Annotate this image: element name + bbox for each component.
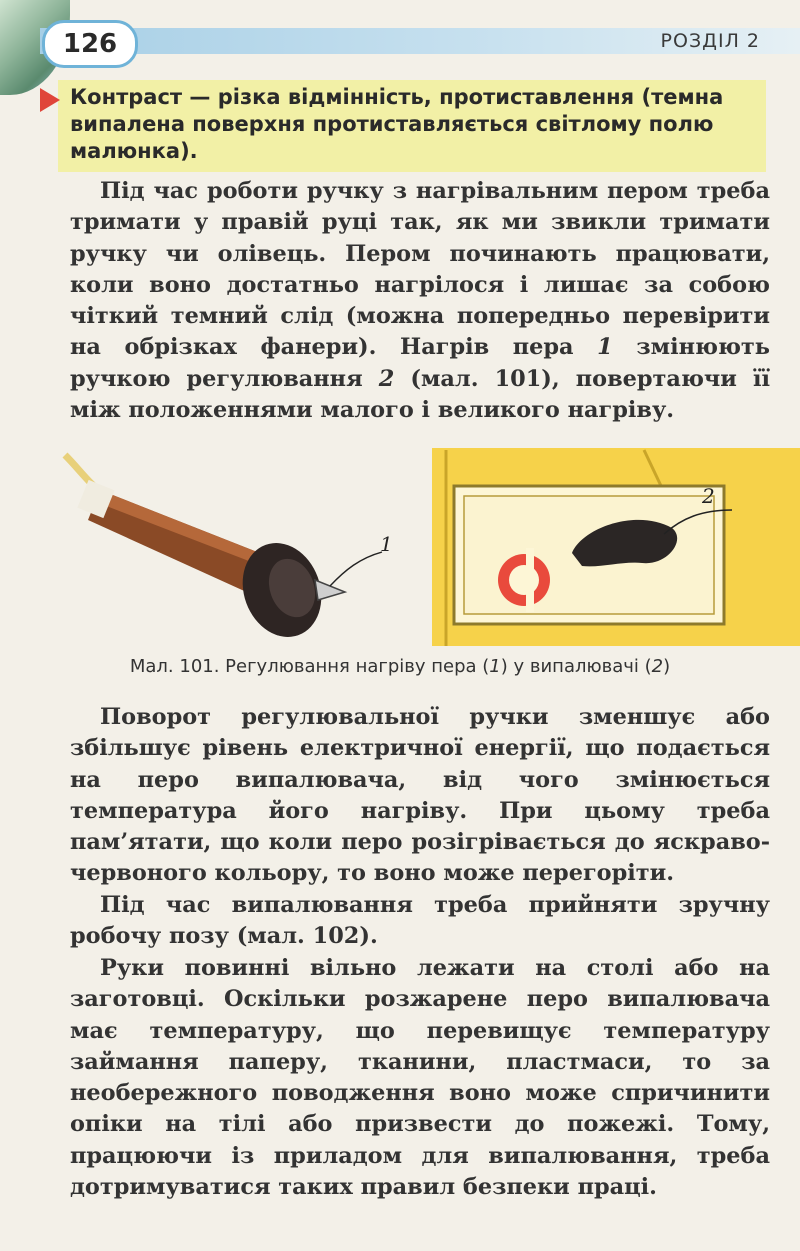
section-label: РОЗДІЛ 2 (660, 30, 760, 52)
p1-part3: (мал. 101), повертаючи її між положеннями малого і великого нагріву. (70, 365, 770, 424)
p1-num1: 1 (597, 334, 613, 361)
arrow-marker-icon (40, 88, 60, 112)
caption-n2: 2 (651, 656, 664, 677)
page-header (0, 0, 800, 80)
caption-part1: Мал. 101. Регулювання нагріву пера ( (129, 656, 490, 677)
paragraph-3: Під час випалювання треба прийняти зручну робочу позу (мал. 102). (70, 892, 770, 950)
callout-1: 1 (380, 532, 393, 556)
paragraph-2: Поворот регулювальної ручки зменшує або збільшує рівень електричної енергії, що подається на перо випалювача, від чого змінюється температура його нагріву. При цьому треба пам’ятати, що коли перо розігрівається до яскраво-червоного кольору, то воно може перегоріти. (70, 704, 770, 887)
definition-text: Контраст — різка відмінність, протиставлення (темна випалена поверхня протиставляється світлому полю малюнка). (70, 85, 724, 163)
caption-part3: ) (663, 656, 671, 677)
p1-num2: 2 (378, 365, 395, 392)
burner-device-image (432, 448, 800, 646)
paragraph-1 (70, 176, 770, 426)
caption-n1: 1 (489, 656, 501, 677)
p1-part1: Під час роботи ручку з нагрівальним пером треба тримати у правій руці так, як ми звикли тримати ручку чи олівець. Пером починають працювати, коли воно достатньо нагрілося і лишає за собою чіткий темний слід (можна попередньо перевірити на обрізках фанери). Нагрів пера (70, 178, 770, 361)
figure-pen (60, 440, 440, 640)
p1-part2: змінюють ручкою регулювання (70, 334, 770, 392)
figure-caption (0, 656, 800, 677)
caption-part2: ) у випалювачі ( (500, 656, 652, 677)
callout-2: 2 (702, 484, 715, 508)
paragraph-4: Руки повинні вільно лежати на столі або на заготовці. Оскільки розжарене перо випалювача має температуру, що перевищує температуру займання паперу, тканини, пластмаси, то за необережного поводження воно може спричинити опіки на тілі або призвести до пожежі. Тому, працюючи із приладом для випалювання, треба дотримуватися таких правил безпеки праці. (70, 955, 770, 1201)
figure-device (432, 448, 800, 646)
page-number: 126 (42, 20, 138, 68)
